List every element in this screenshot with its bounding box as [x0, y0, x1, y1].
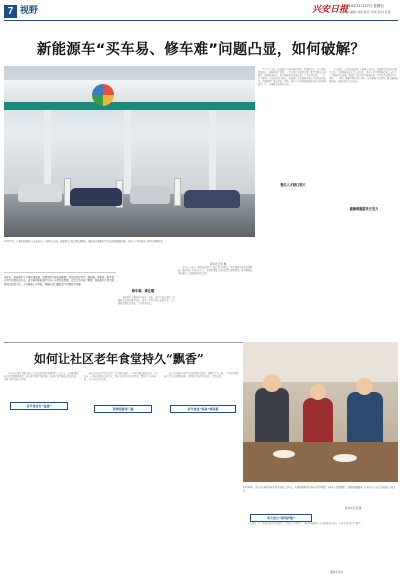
- article2-tag-3: 老年食堂“菜单”要常新: [170, 405, 236, 413]
- article2-tag-1: 老年食堂有“温度”: [10, 402, 68, 410]
- station-logo-icon: [92, 84, 114, 106]
- body-text-column: 如何让老年食堂持续运营？记者调查发现，一些地方通过政府补贴、社会参与、市场运作相结合的方式，探索出可持续的经营模式，既保证了饭菜质量，又让老人吃得实惠。: [84, 372, 159, 382]
- plate: [333, 454, 357, 462]
- person-head: [310, 384, 326, 400]
- car: [130, 186, 170, 204]
- photo2-byline: 新华社记者 摄: [345, 507, 362, 510]
- article1-subhead-3: 破解难题需多方发力: [349, 207, 379, 211]
- article2-tag-2: 持续经营有门道: [94, 405, 152, 413]
- photo2-caption: 11月16日，老人们在某社区老年食堂就餐。近年来，各地积极推进社区老年食堂建设，为老年人提供便捷、实惠的助餐服务，让老年人在家门口就能吃上热乎饭。: [243, 486, 396, 493]
- canopy-pillar: [209, 110, 216, 200]
- body-text-column: 老人们普遍希望食堂菜品能够经常更新，兼顾营养与口味。一些食堂根据老人需求定期调整菜单，提供软烂易消化的菜品，受到欢迎。: [164, 372, 239, 379]
- station-band: [4, 102, 255, 110]
- plate: [273, 450, 295, 458]
- photo1-caption: 11月17日，在某地新能源汽车充电站内，车辆正在充电。新能源汽车保有量快速增长，维修保养服务能力不足的问题逐渐显现，业内人士呼吁加快完善售后服务体系。: [4, 240, 165, 243]
- body-text: 专家建议，应完善老年食堂扶持政策，引导社会力量参与，推动助餐服务与养老服务深度融合，让老年食堂持久“飘香”。: [243, 522, 364, 525]
- article1-intro: 近年来，新能源汽车市场快速发展，消费者购车越来越便捷，但在使用过程中，维修难、维修贵、配件供应慢等问题日益突出，成为制约新能源汽车进一步普及的因素。记者走访多地了解到，新能源汽车售后服务网点数量不足，专业维修人才短缺，维修技术门槛较高等问题较为普遍。: [4, 276, 114, 286]
- car: [70, 188, 122, 206]
- section-title: 视野: [20, 6, 39, 16]
- person-head: [263, 374, 281, 392]
- article1-subhead-1: 修车难，难在哪: [131, 289, 155, 293]
- charging-station-photo: [4, 66, 255, 237]
- issue-date: 2024年11月17日 星期日: [344, 4, 384, 8]
- header-rule: [4, 20, 398, 21]
- car: [18, 184, 62, 202]
- photo1-byline: 新华社记者 摄: [210, 263, 227, 266]
- body-text-column: 社区老年食堂是解决老年人吃饭难问题的重要举措。近年来，多地积极探索社区助餐服务模式，老年食堂数量不断增加，但部分食堂面临运营成本高、就餐人数不稳定等问题。: [4, 372, 79, 382]
- elderly-canteen-photo: [243, 342, 398, 482]
- person: [255, 388, 289, 448]
- person-head: [356, 378, 373, 395]
- article1-subhead-2: 售后人才缺口较大: [280, 183, 306, 187]
- body-text: 业内人士表示，随着新能源汽车保有量持续增长，售后服务需求将快速释放，维修保养市场潜力巨大。加快构建覆盖城乡的售后服务网络，推动维修技术标准化，是破解难题的关键。: [178, 266, 253, 276]
- article2-source: 据新华社电: [330, 571, 343, 574]
- article2-headline: 如何让社区老年食堂持久“飘香”: [34, 352, 204, 366]
- page-number: 7: [4, 5, 17, 18]
- editor-credits: 责任编辑 刘某 版式 李某 校对 张某: [344, 10, 391, 14]
- car: [184, 190, 240, 208]
- newspaper-logo: 兴安日报: [312, 5, 349, 15]
- body-text-column: 专家建议，应加快新能源汽车维修人才培养，鼓励职业院校开设相关专业，完善维修技术信息公开制度，推动车企开放维修资料，支持第三方维修企业发展，形成多元化的售后服务格局，切实提升消费者用车体验。 同时，要健全配件供应体系，缩短维修等待时间，规范维修收费标准，保障消费者合法权益。: [329, 68, 398, 84]
- body-text-column: 不少车主反映，新能源汽车购买流程简单，优惠政策多，但车辆出现故障后，维修却成了难题。一些品牌门店数量有限，配件需要从外地调货，维修周期较长。部分维修项目价格偏高，车主负担较重。 记者了解到，与传统燃油车相比，新能源汽车的维修需要专门的设备和技术，普通修理厂难以承接。同时，部分车企对维修数据和技术资料掌握较严，第三方维修企业难以获取。: [258, 68, 326, 87]
- body-text: 新能源汽车维修涉及电池、电机、电控等核心部件，对维修人员技术要求较高，部分车企售后网点布局不足，车主维修需要长途奔波，等待时间较长。: [118, 296, 175, 306]
- article1-headline: 新能源车“买车易、修车难”问题凸显，如何破解？: [36, 42, 366, 58]
- divider: [4, 272, 116, 273]
- canopy-pillar: [124, 110, 131, 200]
- article2-tag-4: 多方发力“保驾护航”: [250, 514, 312, 522]
- charger-pile: [174, 178, 181, 206]
- dining-table: [243, 442, 398, 482]
